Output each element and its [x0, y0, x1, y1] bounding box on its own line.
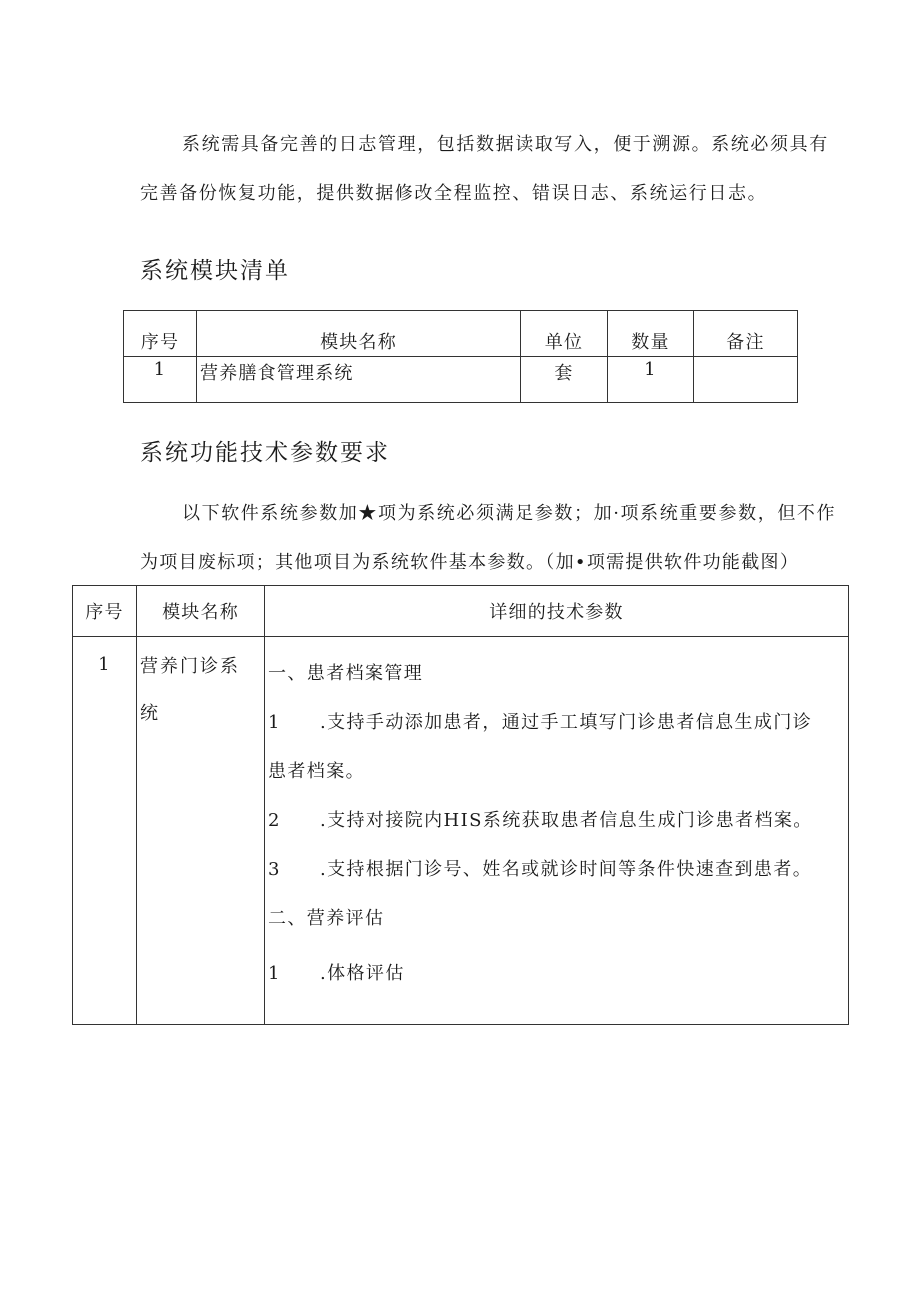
module-list-table	[123, 310, 798, 403]
header-detail-params: 详细的技术参数	[265, 586, 849, 637]
detail-number: 1	[268, 712, 281, 733]
cell-unit: 套	[521, 357, 608, 403]
detail-line	[268, 959, 405, 985]
intro-line-1: 系统需具备完善的日志管理，包括数据读取写入，便于溯源。系统必须具有	[182, 134, 829, 155]
cell-module-name	[137, 637, 265, 1025]
detail-text: .支持手动添加患者，通过手工填写门诊患者信息生成门诊	[320, 712, 813, 733]
cell-module-name: 营养膳食管理系统	[197, 357, 521, 403]
detail-line	[268, 806, 813, 832]
cell-seq	[73, 637, 137, 1025]
cell-remark	[694, 357, 798, 403]
header-module-name: 模块名称	[137, 586, 265, 637]
detail-text: .支持根据门诊号、姓名或就诊时间等条件快速查到患者。	[320, 859, 813, 880]
detail-line	[268, 855, 812, 881]
cell-detail-params	[265, 637, 849, 1025]
header-unit: 单位	[521, 311, 608, 357]
detail-line	[268, 708, 812, 734]
intro-line-2: 完善备份恢复功能，提供数据修改全程监控、错误日志、系统运行日志。	[140, 183, 768, 204]
detail-text: 一、患者档案管理	[268, 663, 424, 684]
table-row	[73, 637, 849, 1025]
header-seq: 序号	[73, 586, 137, 637]
tech-params-table	[72, 585, 849, 1025]
detail-text: .体格评估	[320, 963, 405, 984]
detail-number: 3	[268, 859, 281, 880]
module-table-header	[124, 311, 798, 357]
header-quantity: 数量	[608, 311, 694, 357]
section-title-tech-params: 系统功能技术参数要求	[140, 440, 390, 466]
cell-quantity: 1	[608, 357, 694, 403]
module-name-line-1: 营养门诊系	[140, 656, 240, 677]
header-seq: 序号	[124, 311, 197, 357]
detail-text: .支持对接院内HIS系统获取患者信息生成门诊患者档案。	[320, 810, 813, 831]
header-remark: 备注	[694, 311, 798, 357]
detail-text: 患者档案。	[268, 761, 365, 782]
tech-table-header	[73, 586, 849, 637]
note-line-2: 为项目废标项；其他项目为系统软件基本参数。（加•项需提供软件功能截图）	[140, 552, 800, 573]
detail-line	[268, 659, 423, 685]
detail-text: 二、营养评估	[268, 908, 385, 929]
detail-number: 1	[268, 963, 281, 984]
header-module-name: 模块名称	[197, 311, 521, 357]
table-row	[124, 357, 798, 403]
note-line-1: 以下软件系统参数加★项为系统必须满足参数；加·项系统重要参数，但不作	[182, 503, 837, 524]
detail-line	[268, 757, 365, 783]
module-name-line-2: 统	[140, 703, 160, 724]
section-title-module-list: 系统模块清单	[140, 258, 290, 284]
seq-value: 1	[98, 654, 111, 675]
cell-seq: 1	[124, 357, 197, 403]
detail-line	[268, 904, 384, 930]
detail-number: 2	[268, 810, 281, 831]
